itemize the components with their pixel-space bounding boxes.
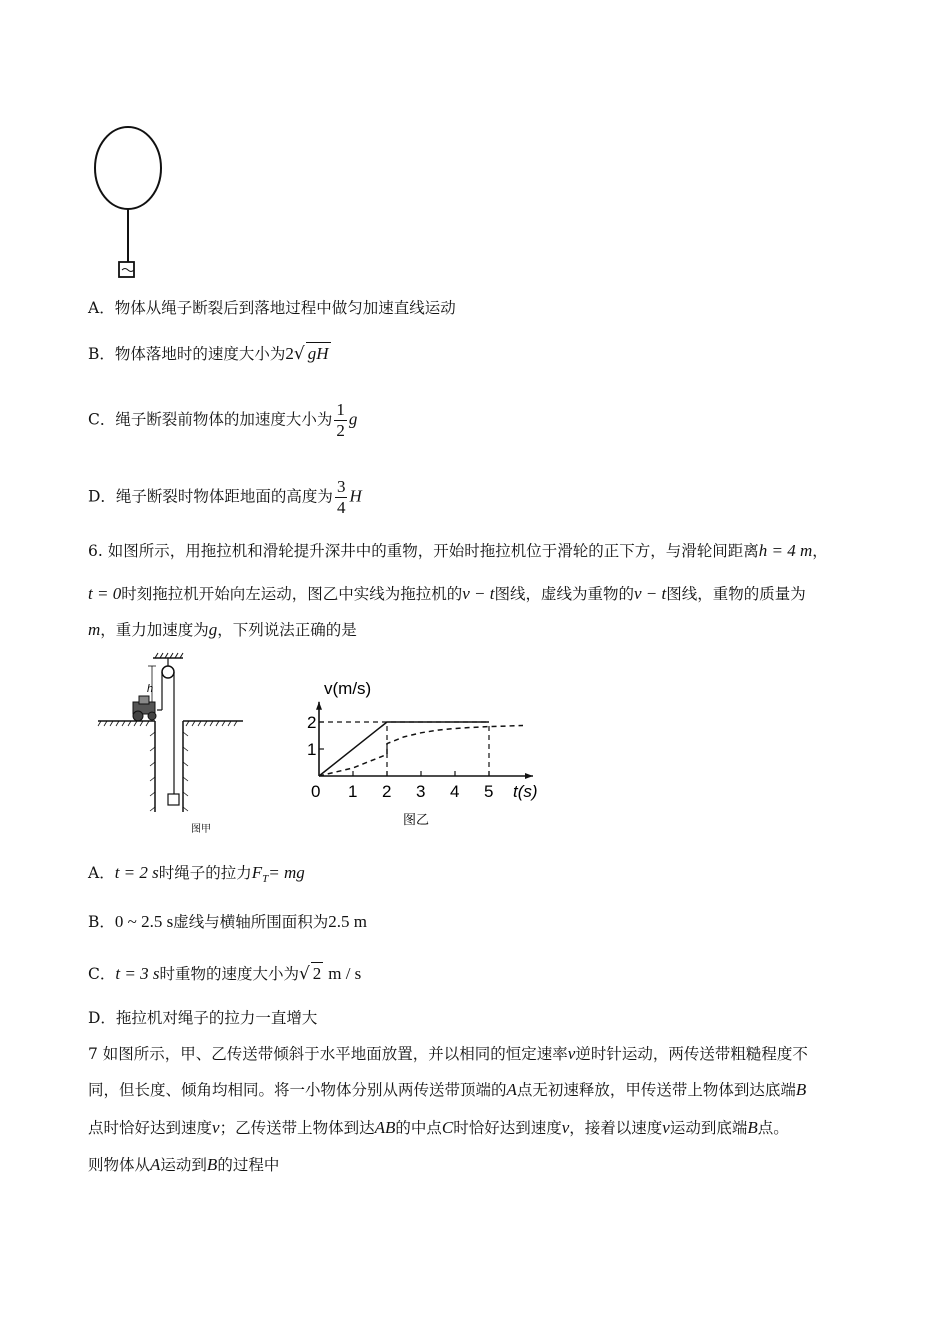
series-tractor-solid xyxy=(319,722,489,776)
x-tick-label: 2 xyxy=(382,782,392,801)
pulley xyxy=(162,666,174,678)
figure-yi-caption: 图乙 xyxy=(403,812,430,827)
q7-stem-line2: 同，但长度、倾角均相同。将一小物体分别从两传送带顶端的A点无初速释放，甲传送带上物体到达底端B xyxy=(88,1080,807,1099)
q6-stem-line1: 6. 如图所示，用拖拉机和滑轮提升深井中的重物，开始时拖拉机位于滑轮的正下方，与滑轮间距离h = 4 m， xyxy=(88,541,828,560)
y-axis-label: v(m/s) xyxy=(324,679,372,698)
hanging-object xyxy=(119,262,134,277)
q6-option-d: D．拖拉机对绳子的拉力一直增大 xyxy=(88,1009,318,1027)
x-axis-arrow xyxy=(525,773,533,779)
q5-option-d-symbol: H xyxy=(349,486,362,506)
h-label: h xyxy=(147,683,154,695)
heavy-object xyxy=(168,794,179,805)
q6-option-b: B．0 ~ 2.5 s虚线与横轴所围面积为2.5 m xyxy=(88,912,367,931)
q7-stem-line3: 点时恰好达到速度v；乙传送带上物体到达AB的中点C时恰好达到速度v，接着以速度v运动到底端B点。 xyxy=(88,1118,789,1137)
figure-yi-vt-chart xyxy=(305,676,555,831)
balloon-figure xyxy=(90,124,170,284)
q5-option-b-text: B．物体落地时的速度大小为 xyxy=(88,345,286,363)
q6-option-a: A．t = 2 s时绳子的拉力$F_T=$ mg xyxy=(88,863,305,886)
q5-option-b-coef: 2 xyxy=(285,344,294,363)
x-tick-label: 0 xyxy=(311,782,321,801)
q5-option-c-text: C．绳子断裂前物体的加速度大小为 xyxy=(88,410,333,429)
x-axis-label: t(s) xyxy=(513,782,538,801)
x-tick-label: 4 xyxy=(450,782,460,801)
q5-option-d-text: D．绳子断裂时物体距地面的高度为 xyxy=(88,487,333,506)
tractor xyxy=(133,696,156,721)
q5-option-a-text: A．物体从绳子断裂后到落地过程中做匀加速直线运动 xyxy=(88,299,456,317)
q6-h-value: h = 4 m xyxy=(758,541,813,560)
balloon xyxy=(95,127,161,209)
q5-option-c xyxy=(88,400,357,441)
x-tick-label: 3 xyxy=(416,782,426,801)
q5-option-d-fraction: $\frac{3}{4}$ xyxy=(336,477,346,517)
q5-option-d xyxy=(88,477,362,518)
q5-option-b: B．物体落地时的速度大小为2√ gH xyxy=(88,344,329,364)
q6-stem-line3: m，重力加速度为g，下列说法正确的是 xyxy=(88,620,357,639)
q7-stem-line1: 7 如图所示，甲、乙传送带倾斜于水平地面放置，并以相同的恒定速率v逆时针运动，两传送带粗糙程度不 xyxy=(88,1044,808,1063)
q5-option-a xyxy=(88,297,456,319)
q7-stem-line4: 则物体从A运动到B的过程中 xyxy=(88,1155,280,1174)
q5-option-b-radicand: gH xyxy=(307,344,329,363)
x-tick-label: 5 xyxy=(484,782,494,801)
figure-jia-caption: 图甲 xyxy=(191,824,211,835)
figure-jia xyxy=(95,652,255,837)
q6-stem-line2: t = 0时刻拖拉机开始向左运动，图乙中实线为拖拉机的v − t图线，虚线为重物的v − t图线，重物的质量为 xyxy=(88,584,806,603)
y-tick-label: 1 xyxy=(307,740,317,759)
q6-option-c: C．t = 3 s时重物的速度大小为√ 2 m / s xyxy=(88,964,362,984)
y-axis-arrow xyxy=(316,702,322,710)
q5-option-c-symbol: g xyxy=(348,409,358,429)
y-tick-label: 2 xyxy=(307,713,317,732)
q5-option-c-fraction: $\frac{1}{2}$ xyxy=(336,400,345,440)
x-tick-label: 1 xyxy=(348,782,358,801)
